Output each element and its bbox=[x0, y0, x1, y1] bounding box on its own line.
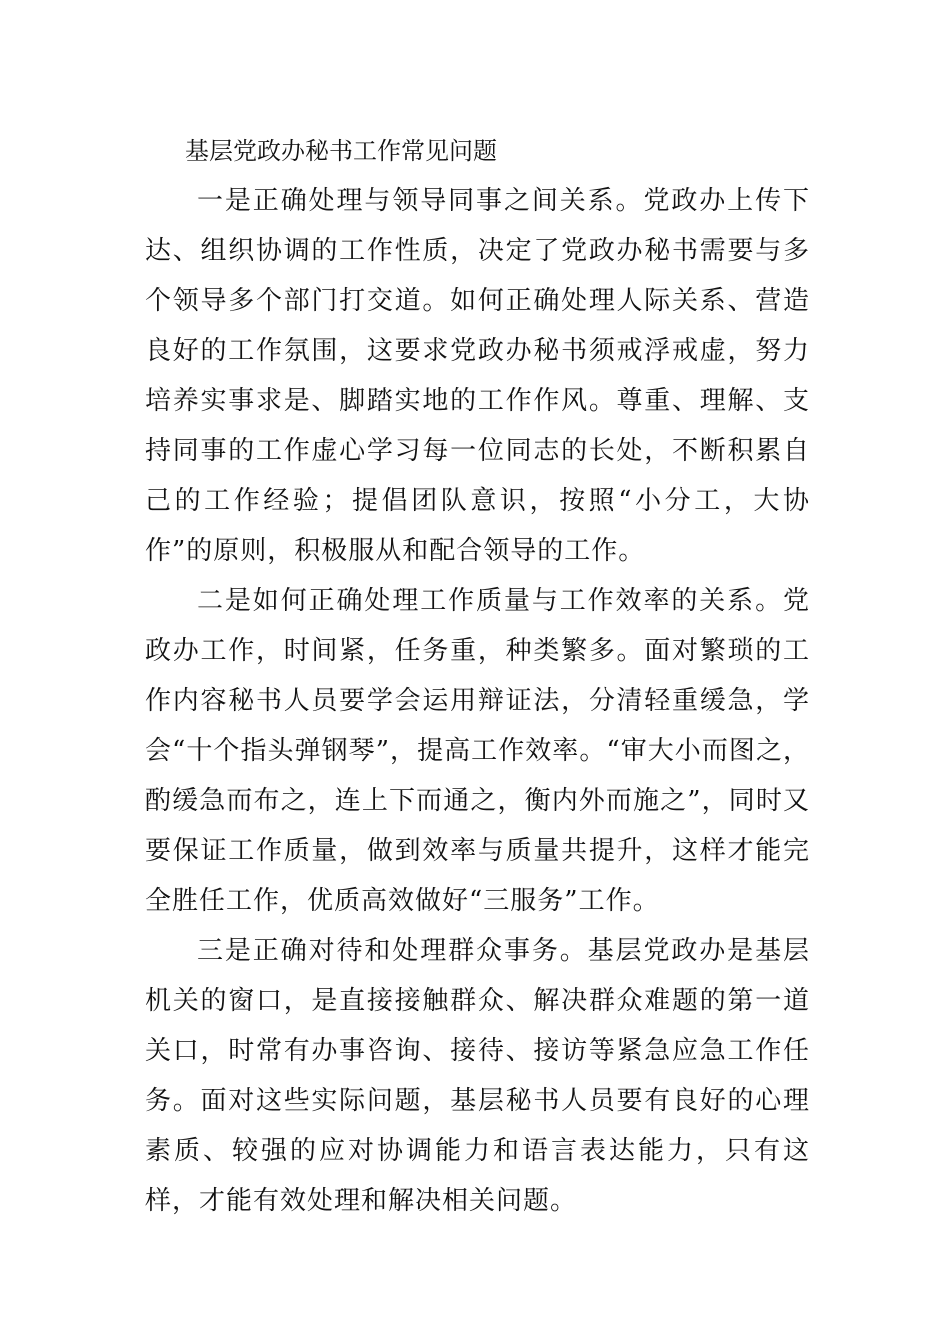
document-title: 基层党政办秘书工作常见问题 bbox=[185, 137, 497, 165]
paragraph-1: 一是正确处理与领导同事之间关系。党政办上传下达、组织协调的工作性质，决定了党政办秘书需要与多个领导多个部门打交道。如何正确处理人际关系、营造良好的工作氛围，这要求党政办秘书须戒浮戒虚，努力培养实事求是、脚踏实地的工作作风。尊重、理解、支持同事的工作虚心学习每一位同志的长处，不断积累自己的工作经验；提倡团队意识，按照“小分工，大协作”的原则，积极服从和配合领导的工作。 bbox=[145, 186, 810, 566]
paragraph-3: 三是正确对待和处理群众事务。基层党政办是基层机关的窗口，是直接接触群众、解决群众难题的第一道关口，时常有办事咨询、接待、接访等紧急应急工作任务。面对这些实际问题，基层秘书人员要有良好的心理素质、较强的应对协调能力和语言表达能力，只有这样，才能有效处理和解决相关问题。 bbox=[145, 936, 810, 1216]
paragraph-2: 二是如何正确处理工作质量与工作效率的关系。党政办工作，时间紧，任务重，种类繁多。面对繁琐的工作内容秘书人员要学会运用辩证法，分清轻重缓急，学会“十个指头弹钢琴”，提高工作效率。“审大小而图之，酌缓急而布之，连上下而通之，衡内外而施之”，同时又要保证工作质量，做到效率与质量共提升，这样才能完全胜任工作，优质高效做好“三服务”工作。 bbox=[145, 586, 810, 916]
document-body bbox=[145, 126, 810, 1226]
